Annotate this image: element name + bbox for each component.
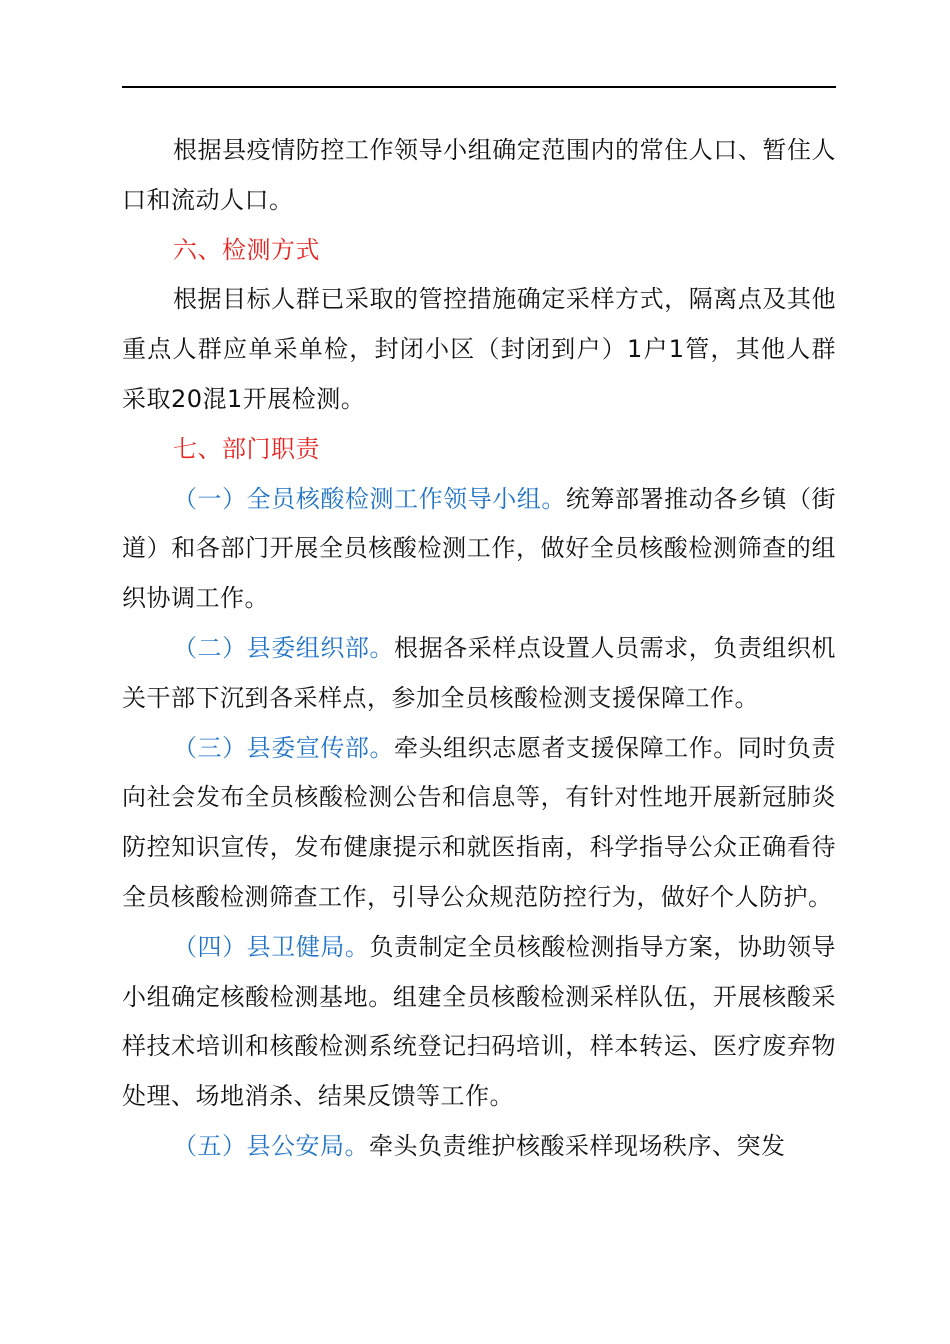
duty-paragraph-organization-dept [122,624,836,724]
duty-paragraph-health-bureau [122,923,836,1122]
duty-lead-leading-group: （一）全员核酸检测工作领导小组。 [173,484,566,513]
duty-paragraph-leading-group [122,475,836,624]
duty-paragraph-publicity-dept [122,724,836,923]
detection-method-paragraph: 根据目标人群已采取的管控措施确定采样方式，隔离点及其他重点人群应单采单检，封闭小区（封闭到户）1户1管，其他人群采取20混1开展检测。 [122,285,836,413]
duty-paragraph-public-security [122,1122,836,1172]
duty-text-public-security: 牵头负责维护核酸采样现场秩序、突发 [369,1131,786,1160]
duty-text-health-bureau: 负责制定全员核酸检测指导方案，协助领导小组确定核酸检测基地。组建全员核酸检测采样队伍，开展核酸采样技术培训和核酸检测系统登记扫码培训，样本转运、医疗废弃物处理、场地消杀、结果反馈等工作。 [122,932,837,1111]
document-body [122,126,836,1172]
duty-lead-organization-dept: （二）县委组织部。 [173,633,395,662]
duty-lead-public-security: （五）县公安局。 [173,1131,369,1160]
duty-text-organization-dept: 根据各采样点设置人员需求，负责组织机关干部下沉到各采样点，参加全员核酸检测支援保障工作。 [122,633,837,712]
duty-lead-publicity-dept: （三）县委宣传部。 [173,733,395,762]
section-heading-detection-method: 六、检测方式 [173,235,320,264]
duty-text-leading-group: 统筹部署推动各乡镇（街道）和各部门开展全员核酸检测工作，做好全员核酸检测筛查的组织协调工作。 [122,484,836,613]
section-heading-department-duties: 七、部门职责 [173,434,320,463]
header-rule [122,86,836,88]
scope-paragraph: 根据县疫情防控工作领导小组确定范围内的常住人口、暂住人口和流动人口。 [122,136,836,214]
duty-text-publicity-dept: 牵头组织志愿者支援保障工作。同时负责向社会发布全员核酸检测公告和信息等，有针对性地开展新冠肺炎防控知识宣传，发布健康提示和就医指南，科学指导公众正确看待全员核酸检测筛查工作，引导公众规范防控行为，做好个人防护。 [122,733,837,911]
duty-lead-health-bureau: （四）县卫健局。 [173,932,370,961]
